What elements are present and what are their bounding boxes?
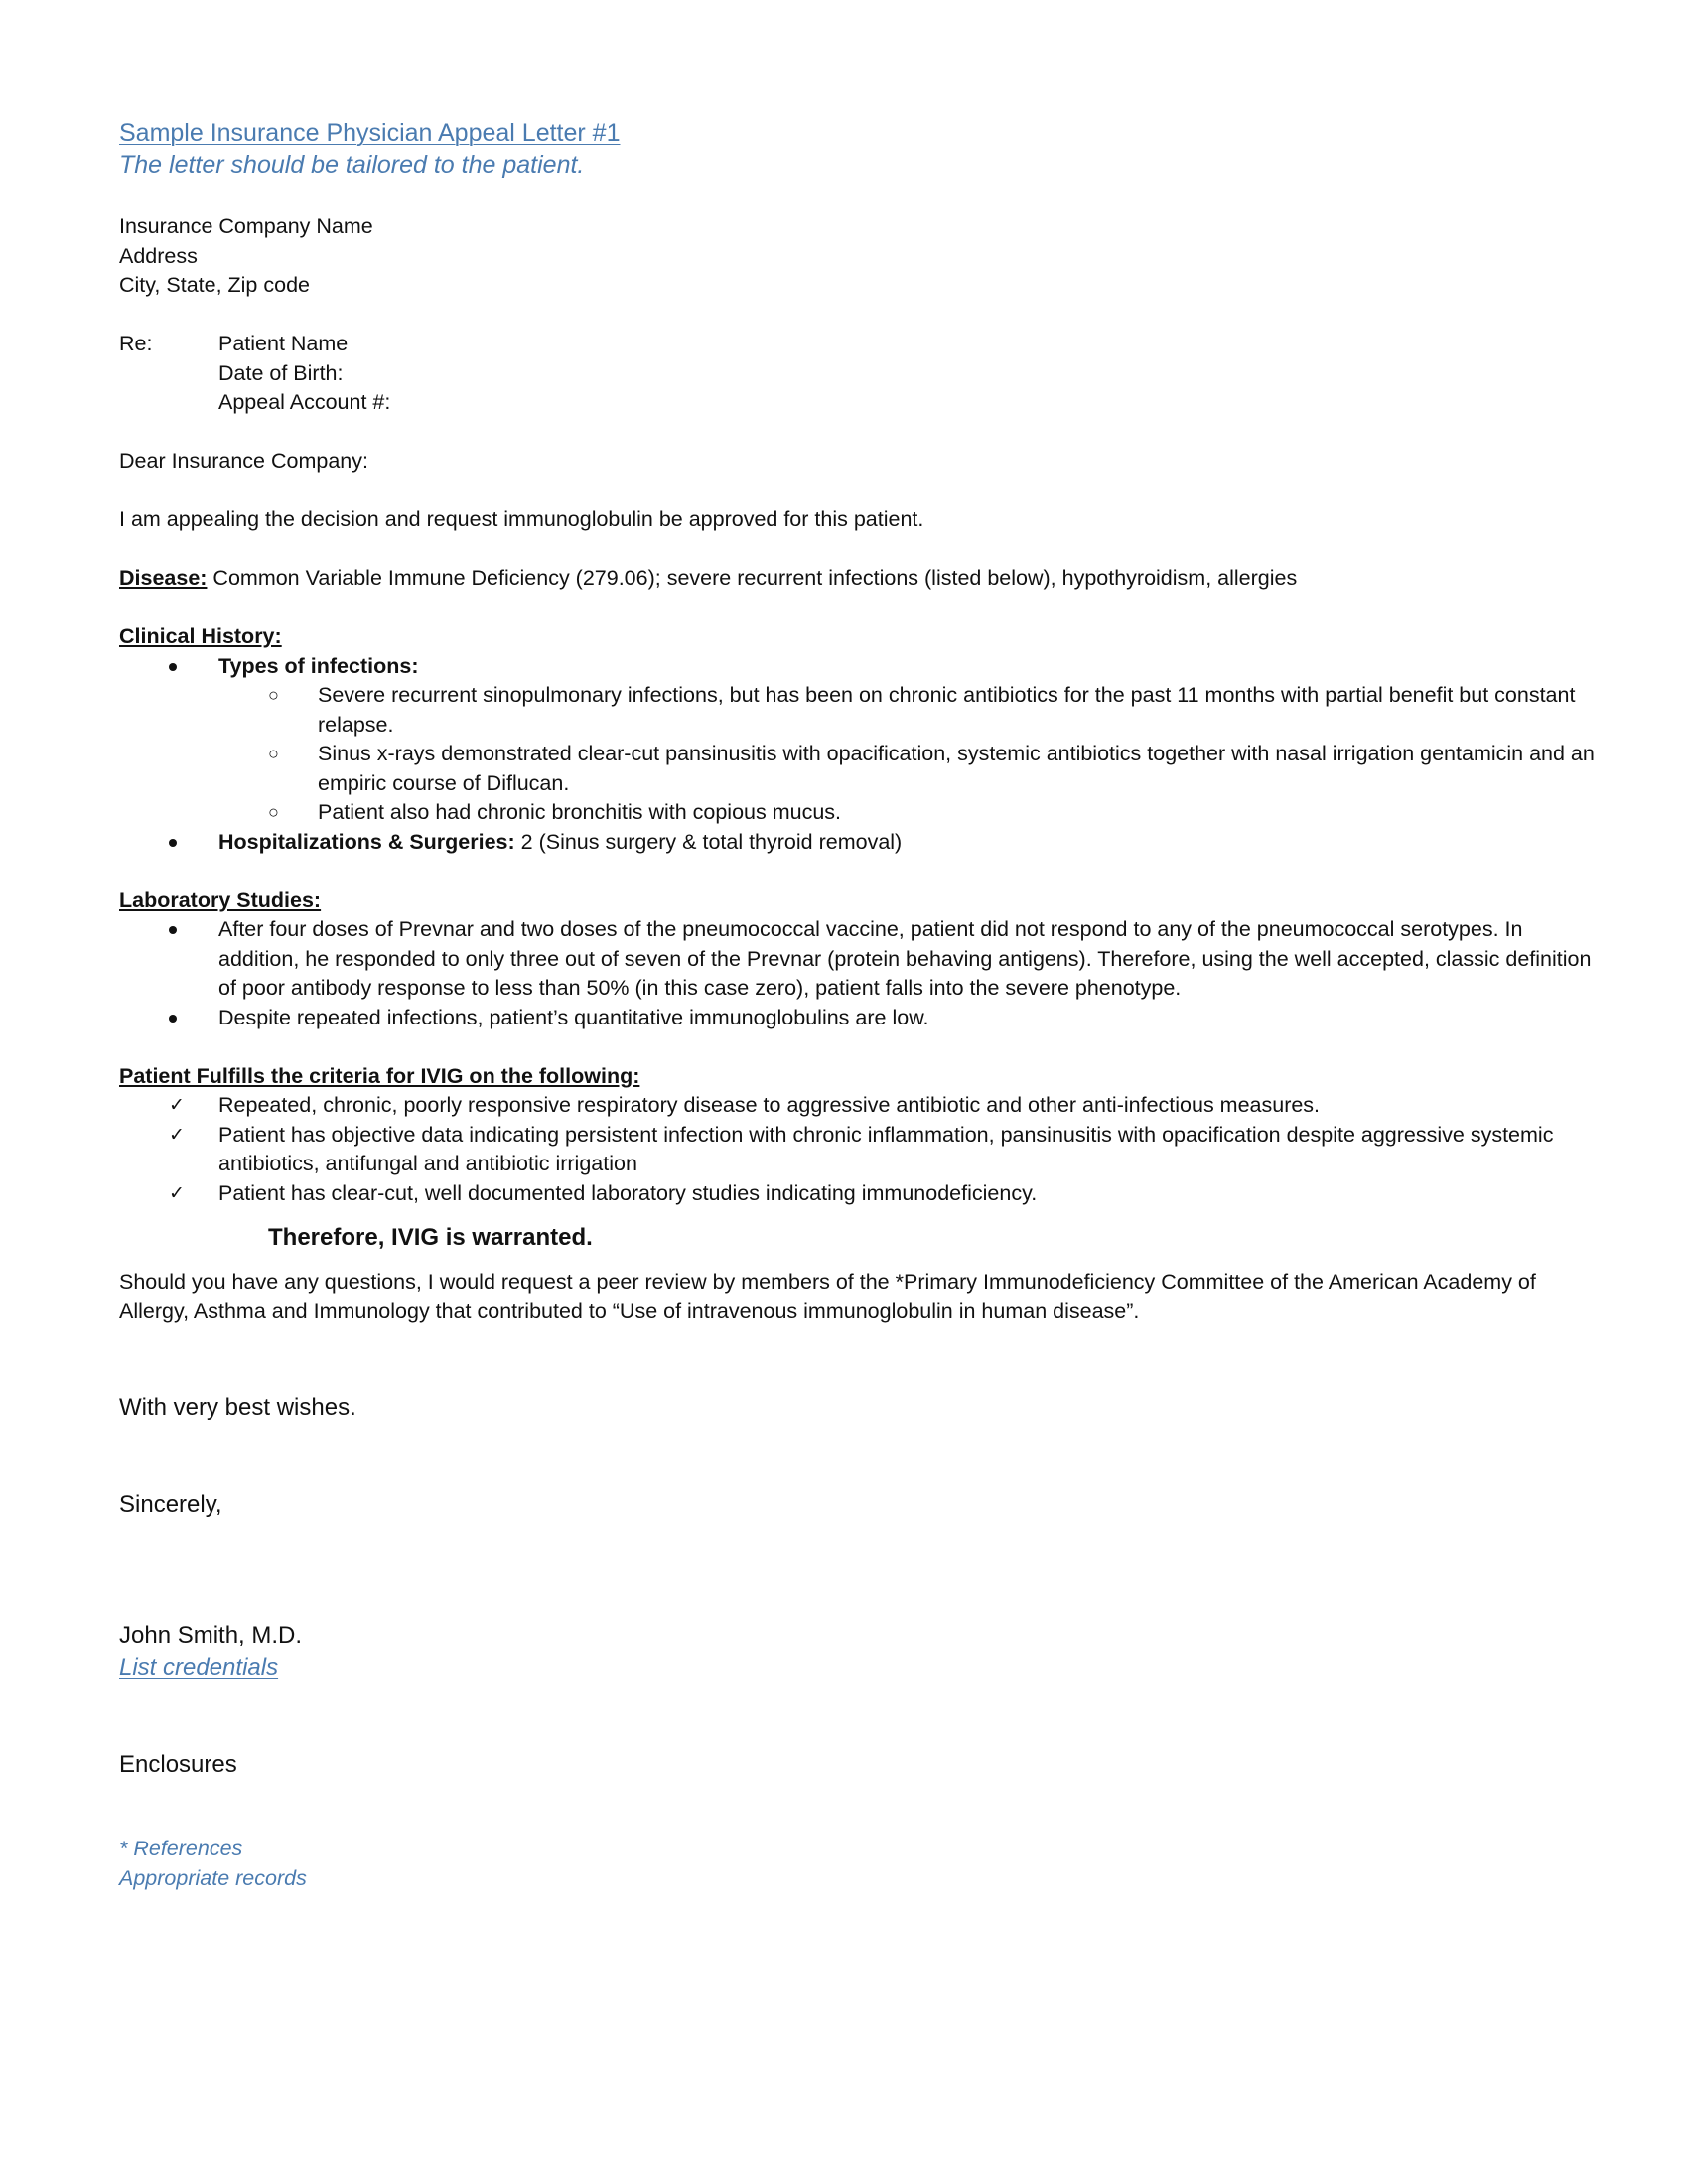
list-item — [119, 915, 1609, 1004]
laboratory-studies-heading: Laboratory Studies: — [119, 887, 322, 912]
records-line: Appropriate records — [119, 1865, 307, 1890]
hospitalizations-label: Hospitalizations & Surgeries: — [218, 829, 515, 854]
clinical-history-heading: Clinical History: — [119, 624, 282, 648]
conclusion-statement: Therefore, IVIG is warranted. — [268, 1224, 593, 1251]
hospitalizations-text: 2 (Sinus surgery & total thyroid removal) — [514, 829, 903, 854]
types-label: Types of infections: — [218, 653, 419, 678]
signature-credentials: List credentials — [119, 1654, 279, 1681]
checkmark-icon: ✓ — [169, 1123, 185, 1146]
criteria-text: Repeated, chronic, poorly responsive respiratory disease to aggressive antibiotic and other anti-infectious measures. — [218, 1093, 1321, 1117]
list-item — [119, 798, 1609, 828]
list-item — [119, 652, 1609, 682]
disease-label: Disease: — [119, 566, 208, 590]
wishes-line: With very best wishes. — [119, 1394, 356, 1421]
criteria-text: Patient has objective data indicating persistent infection with chronic inflammation, pansinusitis with opacification despite aggressive systemic antibiotics, antifungal and antibiotic irrigation — [218, 1122, 1554, 1175]
signature-name: John Smith, M.D. — [119, 1622, 303, 1649]
criteria-heading: Patient Fulfills the criteria for IVIG on the following: — [119, 1063, 640, 1088]
list-item — [119, 740, 1609, 798]
checkmark-icon: ✓ — [169, 1181, 185, 1204]
company-city: City, State, Zip code — [119, 273, 310, 297]
salutation: Dear Insurance Company: — [119, 449, 368, 473]
list-item — [119, 1179, 1609, 1209]
re-date-of-birth: Date of Birth: — [218, 360, 344, 385]
company-name: Insurance Company Name — [119, 214, 373, 238]
list-item — [119, 1121, 1609, 1179]
disease-line — [119, 564, 1609, 594]
infection-type-text: Patient also had chronic bronchitis with copious mucus. — [318, 800, 842, 824]
circle-bullet-icon: ○ — [268, 744, 279, 763]
letter-title: Sample Insurance Physician Appeal Letter #1 — [119, 119, 621, 147]
company-address: Address — [119, 243, 198, 268]
re-patient-name: Patient Name — [218, 332, 349, 355]
circle-bullet-icon: ○ — [268, 685, 279, 705]
criteria-list — [119, 1091, 1609, 1208]
list-item — [119, 828, 1609, 858]
circle-bullet-icon: ○ — [268, 802, 279, 822]
checkmark-icon: ✓ — [169, 1094, 185, 1116]
re-appeal-account: Appeal Account #: — [218, 390, 391, 414]
questions-paragraph: Should you have any questions, I would request a peer review by members of the *Primary Immunodeficiency Committee of the American Academy of Allergy, Asthma and Immunology that contributed to “Use of intravenous immunoglobulin in human disease”. — [119, 1270, 1536, 1323]
clinical-history-list — [119, 652, 1609, 858]
infection-type-text: Sinus x-rays demonstrated clear-cut pansinusitis with opacification, systemic antibiotics together with nasal irrigation gentamicin and an empiric course of Diflucan. — [318, 742, 1595, 795]
closing-line: Sincerely, — [119, 1491, 222, 1518]
disease-text: Common Variable Immune Deficiency (279.06); severe recurrent infections (listed below), hypothyroidism, allergies — [207, 566, 1298, 590]
laboratory-studies-list — [119, 915, 1609, 1032]
letter-subtitle: The letter should be tailored to the patient. — [119, 151, 585, 179]
infection-type-text: Severe recurrent sinopulmonary infections, but has been on chronic antibiotics for the past 11 months with partial benefit but constant relapse. — [318, 683, 1576, 737]
lab-study-text: After four doses of Prevnar and two doses of the pneumococcal vaccine, patient did not respond to any of the pneumococcal serotypes. In addition, he responded to only three out of seven of the Prevnar (protein behaving antigens). Therefore, using the well accepted, classic definition of poor antibody response to less than 50% (in this case zero), patient falls into the severe phenotype. — [218, 917, 1592, 1000]
recipient-address — [119, 212, 1609, 301]
re-label: Re: — [119, 332, 153, 355]
list-item — [119, 681, 1609, 740]
list-item — [119, 1091, 1609, 1121]
criteria-text: Patient has clear-cut, well documented laboratory studies indicating immunodeficiency. — [218, 1180, 1038, 1205]
letter-page — [119, 117, 1609, 1893]
references-line: * References — [119, 1837, 243, 1860]
enclosures-label: Enclosures — [119, 1751, 237, 1778]
intro-paragraph: I am appealing the decision and request immunoglobulin be approved for this patient. — [119, 507, 924, 531]
list-item — [119, 1004, 1609, 1033]
lab-study-text: Despite repeated infections, patient’s quantitative immunoglobulins are low. — [218, 1005, 929, 1029]
re-block — [119, 330, 1609, 418]
